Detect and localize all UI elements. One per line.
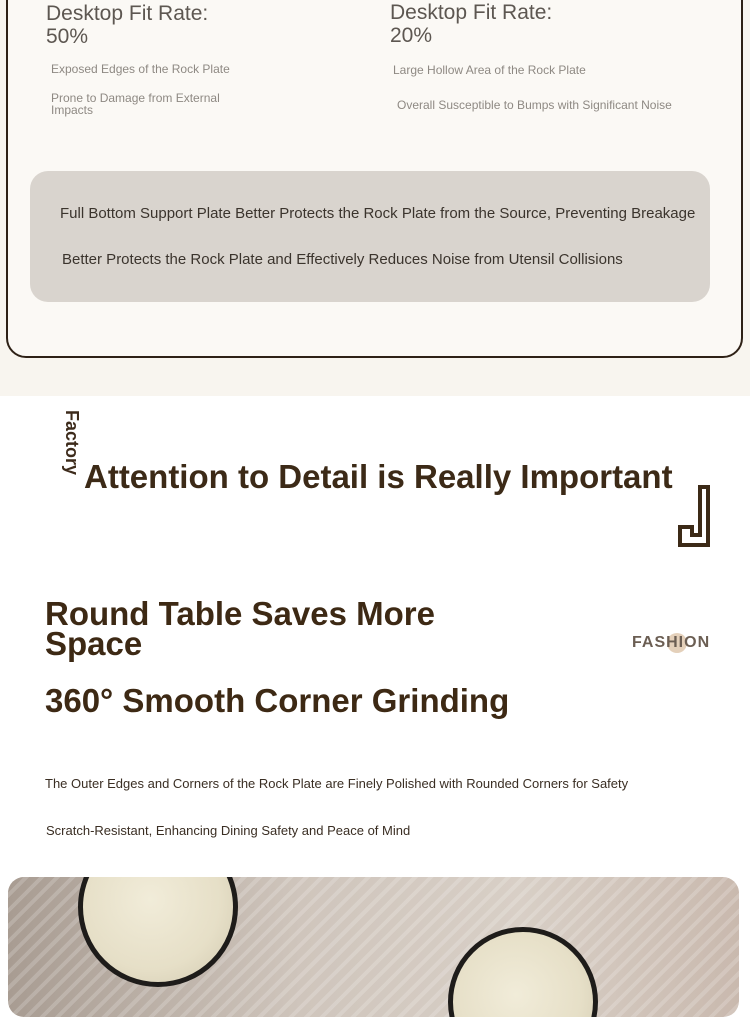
fashion-logo-text: FASHION xyxy=(632,634,711,651)
right-point-1: Large Hollow Area of the Rock Plate xyxy=(393,63,586,77)
factory-label: Factory xyxy=(62,410,82,476)
left-fit-rate: Desktop Fit Rate: 50% xyxy=(46,2,209,48)
left-point-2: Prone to Damage from External Impacts xyxy=(51,91,220,117)
rubber-pad-right xyxy=(448,927,598,1017)
factory-vertical-tag xyxy=(58,410,86,476)
support-benefit-2: Better Protects the Rock Plate and Effectively Reduces Noise from Utensil Collisions xyxy=(62,251,623,268)
corner-bracket-icon xyxy=(678,485,712,547)
detail-headline: Attention to Detail is Really Important xyxy=(84,458,673,495)
rubber-pad-left xyxy=(78,877,238,987)
bottom-support-panel xyxy=(30,171,710,302)
round-table-title: Round Table Saves More Space xyxy=(45,595,435,662)
safety-description: Scratch-Resistant, Enhancing Dining Safety and Peace of Mind xyxy=(46,823,411,838)
left-point-1: Exposed Edges of the Rock Plate xyxy=(51,62,230,76)
right-point-2: Overall Susceptible to Bumps with Significant Noise xyxy=(397,98,672,112)
corner-grinding-subtitle: 360° Smooth Corner Grinding xyxy=(45,682,510,719)
product-corner-photo xyxy=(8,877,739,1017)
comparison-section xyxy=(0,0,750,396)
right-fit-rate: Desktop Fit Rate: 20% xyxy=(390,1,553,47)
polish-description: The Outer Edges and Corners of the Rock Plate are Finely Polished with Rounded Corners for Safety xyxy=(45,776,629,791)
support-benefit-1: Full Bottom Support Plate Better Protects the Rock Plate from the Source, Preventing Breakage xyxy=(60,205,696,222)
fashion-logo xyxy=(632,634,710,652)
